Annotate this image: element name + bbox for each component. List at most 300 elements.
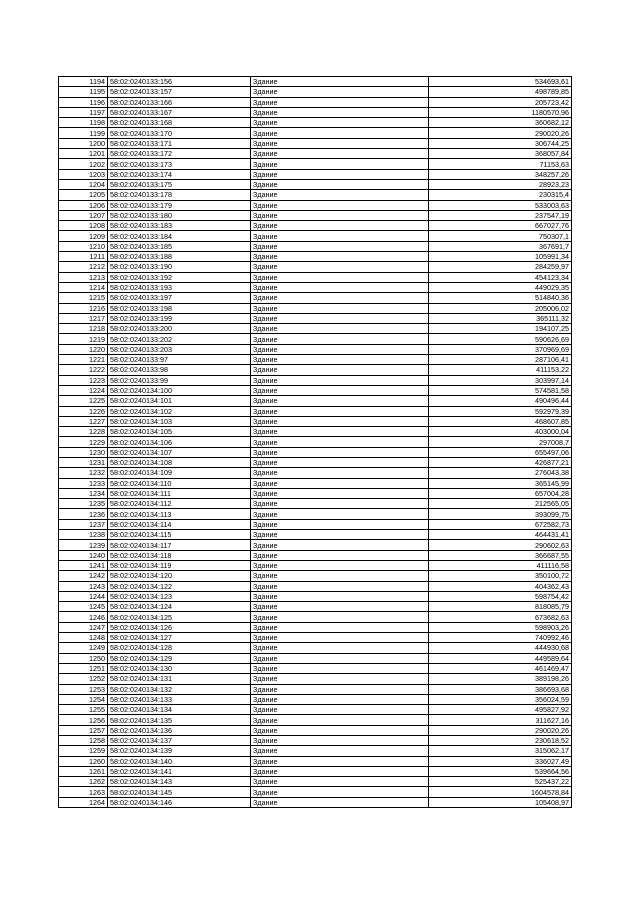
cadastral-number-cell: 58:02:0240134:132 xyxy=(108,684,251,694)
cadastral-number-cell: 58:02:0240134:145 xyxy=(108,787,251,797)
cadastral-value-cell: 367691,7 xyxy=(429,241,572,251)
cadastral-number-cell: 58:02:0240134:129 xyxy=(108,653,251,663)
object-type-cell: Здание xyxy=(251,684,429,694)
object-type-cell: Здание xyxy=(251,159,429,169)
cadastral-number-cell: 58:02:0240134:120 xyxy=(108,571,251,581)
cadastral-number-cell: 58:02:0240134:112 xyxy=(108,499,251,509)
cadastral-value-cell: 284259,97 xyxy=(429,262,572,272)
cadastral-number-cell: 58:02:0240134:128 xyxy=(108,643,251,653)
cadastral-number-cell: 58:02:0240134:141 xyxy=(108,766,251,776)
cadastral-number-cell: 58:02:0240134:114 xyxy=(108,519,251,529)
row-number-cell: 1228 xyxy=(59,427,108,437)
row-number-cell: 1233 xyxy=(59,478,108,488)
table-row xyxy=(59,231,572,241)
cadastral-number-cell: 58:02:0240133:173 xyxy=(108,159,251,169)
cadastral-value-cell: 672582,73 xyxy=(429,519,572,529)
row-number-cell: 1252 xyxy=(59,674,108,684)
cadastral-value-cell: 303997,14 xyxy=(429,375,572,385)
cadastral-value-cell: 657004,28 xyxy=(429,488,572,498)
row-number-cell: 1218 xyxy=(59,324,108,334)
table-row xyxy=(59,643,572,653)
cadastral-number-cell: 58:02:0240134:125 xyxy=(108,612,251,622)
row-number-cell: 1219 xyxy=(59,334,108,344)
cadastral-number-cell: 58:02:0240133:174 xyxy=(108,169,251,179)
cadastral-number-cell: 58:02:0240134:101 xyxy=(108,396,251,406)
table-row xyxy=(59,169,572,179)
cadastral-value-cell: 534693,61 xyxy=(429,77,572,87)
cadastral-number-cell: 58:02:0240133:157 xyxy=(108,87,251,97)
table-body xyxy=(59,77,572,808)
cadastral-number-cell: 58:02:0240134:106 xyxy=(108,437,251,447)
cadastral-value-cell: 667027,76 xyxy=(429,221,572,231)
row-number-cell: 1204 xyxy=(59,179,108,189)
object-type-cell: Здание xyxy=(251,365,429,375)
cadastral-number-cell: 58:02:0240134:146 xyxy=(108,797,251,807)
table-row xyxy=(59,633,572,643)
row-number-cell: 1243 xyxy=(59,581,108,591)
cadastral-number-cell: 58:02:0240133:178 xyxy=(108,190,251,200)
cadastral-number-cell: 58:02:0240134:102 xyxy=(108,406,251,416)
cadastral-value-cell: 366687,55 xyxy=(429,550,572,560)
table-row xyxy=(59,97,572,107)
row-number-cell: 1261 xyxy=(59,766,108,776)
cadastral-value-cell: 404362,43 xyxy=(429,581,572,591)
object-type-cell: Здание xyxy=(251,282,429,292)
object-type-cell: Здание xyxy=(251,756,429,766)
table-row xyxy=(59,797,572,807)
row-number-cell: 1247 xyxy=(59,622,108,632)
cadastral-number-cell: 58:02:0240134:118 xyxy=(108,550,251,560)
row-number-cell: 1209 xyxy=(59,231,108,241)
object-type-cell: Здание xyxy=(251,612,429,622)
table-row xyxy=(59,756,572,766)
cadastral-number-cell: 58:02:0240134:100 xyxy=(108,385,251,395)
object-type-cell: Здание xyxy=(251,766,429,776)
row-number-cell: 1248 xyxy=(59,633,108,643)
row-number-cell: 1206 xyxy=(59,200,108,210)
cadastral-number-cell: 58:02:0240134:139 xyxy=(108,746,251,756)
table-row xyxy=(59,190,572,200)
cadastral-value-cell: 393099,75 xyxy=(429,509,572,519)
cadastral-value-cell: 411153,22 xyxy=(429,365,572,375)
table-row xyxy=(59,324,572,334)
table-row xyxy=(59,149,572,159)
object-type-cell: Здание xyxy=(251,602,429,612)
row-number-cell: 1257 xyxy=(59,725,108,735)
table-row xyxy=(59,581,572,591)
row-number-cell: 1198 xyxy=(59,118,108,128)
row-number-cell: 1234 xyxy=(59,488,108,498)
cadastral-value-cell: 360682,12 xyxy=(429,118,572,128)
cadastral-value-cell: 205006,02 xyxy=(429,303,572,313)
object-type-cell: Здание xyxy=(251,705,429,715)
cadastral-value-cell: 574581,58 xyxy=(429,385,572,395)
cadastral-number-cell: 58:02:0240133:193 xyxy=(108,282,251,292)
cadastral-value-cell: 539664,56 xyxy=(429,766,572,776)
row-number-cell: 1230 xyxy=(59,447,108,457)
table-row xyxy=(59,509,572,519)
table-row xyxy=(59,519,572,529)
row-number-cell: 1223 xyxy=(59,375,108,385)
cadastral-value-cell: 386693,68 xyxy=(429,684,572,694)
table-row xyxy=(59,344,572,354)
table-row xyxy=(59,241,572,251)
table-row xyxy=(59,694,572,704)
table-row xyxy=(59,787,572,797)
object-type-cell: Здание xyxy=(251,581,429,591)
cadastral-number-cell: 58:02:0240134:136 xyxy=(108,725,251,735)
cadastral-value-cell: 290602,63 xyxy=(429,540,572,550)
table-row xyxy=(59,355,572,365)
table-row xyxy=(59,365,572,375)
row-number-cell: 1226 xyxy=(59,406,108,416)
cadastral-value-cell: 297008,7 xyxy=(429,437,572,447)
cadastral-value-cell: 315062,17 xyxy=(429,746,572,756)
cadastral-number-cell: 58:02:0240134:119 xyxy=(108,560,251,570)
object-type-cell: Здание xyxy=(251,468,429,478)
cadastral-value-cell: 655497,06 xyxy=(429,447,572,457)
row-number-cell: 1225 xyxy=(59,396,108,406)
cadastral-number-cell: 58:02:0240133:99 xyxy=(108,375,251,385)
cadastral-value-cell: 498789,85 xyxy=(429,87,572,97)
cadastral-value-cell: 230315,4 xyxy=(429,190,572,200)
cadastral-number-cell: 58:02:0240133:192 xyxy=(108,272,251,282)
row-number-cell: 1210 xyxy=(59,241,108,251)
cadastral-value-cell: 461469,47 xyxy=(429,663,572,673)
table-row xyxy=(59,777,572,787)
object-type-cell: Здание xyxy=(251,241,429,251)
cadastral-value-cell: 356024,59 xyxy=(429,694,572,704)
cadastral-number-cell: 58:02:0240134:109 xyxy=(108,468,251,478)
row-number-cell: 1242 xyxy=(59,571,108,581)
row-number-cell: 1260 xyxy=(59,756,108,766)
cadastral-value-cell: 348257,26 xyxy=(429,169,572,179)
object-type-cell: Здание xyxy=(251,746,429,756)
table-row xyxy=(59,663,572,673)
object-type-cell: Здание xyxy=(251,252,429,262)
cadastral-number-cell: 58:02:0240134:110 xyxy=(108,478,251,488)
cadastral-value-cell: 454123,34 xyxy=(429,272,572,282)
cadastral-number-cell: 58:02:0240133:171 xyxy=(108,138,251,148)
object-type-cell: Здание xyxy=(251,396,429,406)
object-type-cell: Здание xyxy=(251,385,429,395)
object-type-cell: Здание xyxy=(251,210,429,220)
cadastral-number-cell: 58:02:0240133:188 xyxy=(108,252,251,262)
cadastral-number-cell: 58:02:0240133:202 xyxy=(108,334,251,344)
cadastral-value-cell: 525437,22 xyxy=(429,777,572,787)
cadastral-number-cell: 58:02:0240134:131 xyxy=(108,674,251,684)
table-row xyxy=(59,313,572,323)
row-number-cell: 1208 xyxy=(59,221,108,231)
table-row xyxy=(59,272,572,282)
cadastral-value-cell: 495827,92 xyxy=(429,705,572,715)
cadastral-value-cell: 105991,34 xyxy=(429,252,572,262)
object-type-cell: Здание xyxy=(251,797,429,807)
object-type-cell: Здание xyxy=(251,478,429,488)
cadastral-value-cell: 28923,23 xyxy=(429,179,572,189)
object-type-cell: Здание xyxy=(251,200,429,210)
object-type-cell: Здание xyxy=(251,499,429,509)
cadastral-value-cell: 230618,52 xyxy=(429,736,572,746)
cadastral-value-cell: 468607,85 xyxy=(429,416,572,426)
row-number-cell: 1194 xyxy=(59,77,108,87)
row-number-cell: 1259 xyxy=(59,746,108,756)
row-number-cell: 1199 xyxy=(59,128,108,138)
cadastral-value-cell: 290020,26 xyxy=(429,725,572,735)
object-type-cell: Здание xyxy=(251,457,429,467)
row-number-cell: 1263 xyxy=(59,787,108,797)
table-row xyxy=(59,736,572,746)
cadastral-value-cell: 514840,36 xyxy=(429,293,572,303)
cadastral-number-cell: 58:02:0240134:126 xyxy=(108,622,251,632)
row-number-cell: 1246 xyxy=(59,612,108,622)
row-number-cell: 1200 xyxy=(59,138,108,148)
table-row xyxy=(59,293,572,303)
row-number-cell: 1231 xyxy=(59,457,108,467)
cadastral-value-cell: 490496,44 xyxy=(429,396,572,406)
table-row xyxy=(59,530,572,540)
cadastral-value-cell: 426877,21 xyxy=(429,457,572,467)
cadastral-value-table xyxy=(58,76,572,808)
object-type-cell: Здание xyxy=(251,571,429,581)
object-type-cell: Здание xyxy=(251,334,429,344)
cadastral-number-cell: 58:02:0240133:183 xyxy=(108,221,251,231)
object-type-cell: Здание xyxy=(251,416,429,426)
cadastral-value-cell: 533003,63 xyxy=(429,200,572,210)
object-type-cell: Здание xyxy=(251,138,429,148)
row-number-cell: 1258 xyxy=(59,736,108,746)
object-type-cell: Здание xyxy=(251,272,429,282)
cadastral-number-cell: 58:02:0240133:166 xyxy=(108,97,251,107)
row-number-cell: 1229 xyxy=(59,437,108,447)
table-row xyxy=(59,282,572,292)
cadastral-value-cell: 592979,39 xyxy=(429,406,572,416)
object-type-cell: Здание xyxy=(251,149,429,159)
object-type-cell: Здание xyxy=(251,550,429,560)
object-type-cell: Здание xyxy=(251,437,429,447)
table-row xyxy=(59,396,572,406)
object-type-cell: Здание xyxy=(251,313,429,323)
row-number-cell: 1221 xyxy=(59,355,108,365)
table-row xyxy=(59,107,572,117)
table-row xyxy=(59,725,572,735)
cadastral-number-cell: 58:02:0240133:180 xyxy=(108,210,251,220)
cadastral-number-cell: 58:02:0240134:103 xyxy=(108,416,251,426)
cadastral-number-cell: 58:02:0240134:113 xyxy=(108,509,251,519)
object-type-cell: Здание xyxy=(251,674,429,684)
row-number-cell: 1264 xyxy=(59,797,108,807)
cadastral-number-cell: 58:02:0240133:175 xyxy=(108,179,251,189)
cadastral-number-cell: 58:02:0240134:124 xyxy=(108,602,251,612)
object-type-cell: Здание xyxy=(251,653,429,663)
table-row xyxy=(59,128,572,138)
cadastral-value-cell: 287106,41 xyxy=(429,355,572,365)
table-row xyxy=(59,488,572,498)
object-type-cell: Здание xyxy=(251,591,429,601)
object-type-cell: Здание xyxy=(251,77,429,87)
object-type-cell: Здание xyxy=(251,221,429,231)
row-number-cell: 1255 xyxy=(59,705,108,715)
cadastral-number-cell: 58:02:0240134:122 xyxy=(108,581,251,591)
cadastral-number-cell: 58:02:0240134:135 xyxy=(108,715,251,725)
row-number-cell: 1249 xyxy=(59,643,108,653)
table-row xyxy=(59,221,572,231)
table-row xyxy=(59,427,572,437)
cadastral-value-cell: 444930,68 xyxy=(429,643,572,653)
cadastral-number-cell: 58:02:0240133:185 xyxy=(108,241,251,251)
row-number-cell: 1224 xyxy=(59,385,108,395)
cadastral-value-cell: 1604578,84 xyxy=(429,787,572,797)
object-type-cell: Здание xyxy=(251,169,429,179)
cadastral-number-cell: 58:02:0240134:137 xyxy=(108,736,251,746)
cadastral-number-cell: 58:02:0240134:140 xyxy=(108,756,251,766)
object-type-cell: Здание xyxy=(251,736,429,746)
row-number-cell: 1238 xyxy=(59,530,108,540)
object-type-cell: Здание xyxy=(251,560,429,570)
object-type-cell: Здание xyxy=(251,406,429,416)
row-number-cell: 1254 xyxy=(59,694,108,704)
cadastral-number-cell: 58:02:0240134:143 xyxy=(108,777,251,787)
cadastral-value-cell: 71153,63 xyxy=(429,159,572,169)
table-row xyxy=(59,375,572,385)
row-number-cell: 1213 xyxy=(59,272,108,282)
cadastral-number-cell: 58:02:0240134:123 xyxy=(108,591,251,601)
cadastral-number-cell: 58:02:0240133:170 xyxy=(108,128,251,138)
cadastral-number-cell: 58:02:0240134:108 xyxy=(108,457,251,467)
cadastral-number-cell: 58:02:0240133:199 xyxy=(108,313,251,323)
object-type-cell: Здание xyxy=(251,488,429,498)
row-number-cell: 1196 xyxy=(59,97,108,107)
row-number-cell: 1222 xyxy=(59,365,108,375)
object-type-cell: Здание xyxy=(251,293,429,303)
table-row xyxy=(59,478,572,488)
cadastral-number-cell: 58:02:0240133:198 xyxy=(108,303,251,313)
table-row xyxy=(59,262,572,272)
object-type-cell: Здание xyxy=(251,231,429,241)
cadastral-number-cell: 58:02:0240134:133 xyxy=(108,694,251,704)
table-row xyxy=(59,571,572,581)
cadastral-number-cell: 58:02:0240133:179 xyxy=(108,200,251,210)
object-type-cell: Здание xyxy=(251,97,429,107)
cadastral-number-cell: 58:02:0240133:200 xyxy=(108,324,251,334)
row-number-cell: 1220 xyxy=(59,344,108,354)
cadastral-value-cell: 212565,05 xyxy=(429,499,572,509)
cadastral-number-cell: 58:02:0240133:156 xyxy=(108,77,251,87)
object-type-cell: Здание xyxy=(251,128,429,138)
table-row xyxy=(59,746,572,756)
object-type-cell: Здание xyxy=(251,663,429,673)
object-type-cell: Здание xyxy=(251,519,429,529)
cadastral-value-cell: 598754,42 xyxy=(429,591,572,601)
cadastral-number-cell: 58:02:0240133:190 xyxy=(108,262,251,272)
row-number-cell: 1214 xyxy=(59,282,108,292)
cadastral-value-cell: 740992,46 xyxy=(429,633,572,643)
cadastral-value-cell: 350100,72 xyxy=(429,571,572,581)
row-number-cell: 1195 xyxy=(59,87,108,97)
object-type-cell: Здание xyxy=(251,643,429,653)
row-number-cell: 1236 xyxy=(59,509,108,519)
table-row xyxy=(59,715,572,725)
table-row xyxy=(59,674,572,684)
object-type-cell: Здание xyxy=(251,633,429,643)
object-type-cell: Здание xyxy=(251,87,429,97)
row-number-cell: 1216 xyxy=(59,303,108,313)
cadastral-number-cell: 58:02:0240134:130 xyxy=(108,663,251,673)
row-number-cell: 1235 xyxy=(59,499,108,509)
object-type-cell: Здание xyxy=(251,179,429,189)
row-number-cell: 1211 xyxy=(59,252,108,262)
cadastral-value-cell: 276043,38 xyxy=(429,468,572,478)
table-row xyxy=(59,118,572,128)
table-row xyxy=(59,303,572,313)
table-row xyxy=(59,602,572,612)
row-number-cell: 1250 xyxy=(59,653,108,663)
table-row xyxy=(59,437,572,447)
cadastral-value-cell: 464431,41 xyxy=(429,530,572,540)
table-row xyxy=(59,591,572,601)
cadastral-value-cell: 1180570,96 xyxy=(429,107,572,117)
table-row xyxy=(59,550,572,560)
object-type-cell: Здание xyxy=(251,509,429,519)
table-row xyxy=(59,622,572,632)
row-number-cell: 1217 xyxy=(59,313,108,323)
table-row xyxy=(59,159,572,169)
cadastral-number-cell: 58:02:0240133:167 xyxy=(108,107,251,117)
cadastral-number-cell: 58:02:0240133:203 xyxy=(108,344,251,354)
object-type-cell: Здание xyxy=(251,787,429,797)
cadastral-value-cell: 194107,25 xyxy=(429,324,572,334)
table-row xyxy=(59,334,572,344)
table-row xyxy=(59,252,572,262)
table-row xyxy=(59,653,572,663)
object-type-cell: Здание xyxy=(251,344,429,354)
cadastral-value-cell: 365111,32 xyxy=(429,313,572,323)
table-row xyxy=(59,416,572,426)
table-row xyxy=(59,499,572,509)
cadastral-value-cell: 389198,26 xyxy=(429,674,572,684)
row-number-cell: 1207 xyxy=(59,210,108,220)
row-number-cell: 1239 xyxy=(59,540,108,550)
object-type-cell: Здание xyxy=(251,375,429,385)
table-row xyxy=(59,179,572,189)
cadastral-value-cell: 205723,42 xyxy=(429,97,572,107)
table-row xyxy=(59,406,572,416)
cadastral-value-cell: 449029,35 xyxy=(429,282,572,292)
object-type-cell: Здание xyxy=(251,262,429,272)
table-row xyxy=(59,560,572,570)
cadastral-value-cell: 368057,84 xyxy=(429,149,572,159)
object-type-cell: Здание xyxy=(251,694,429,704)
row-number-cell: 1262 xyxy=(59,777,108,787)
table-row xyxy=(59,468,572,478)
table-row xyxy=(59,612,572,622)
object-type-cell: Здание xyxy=(251,622,429,632)
cadastral-number-cell: 58:02:0240134:105 xyxy=(108,427,251,437)
cadastral-value-cell: 411116,58 xyxy=(429,560,572,570)
row-number-cell: 1240 xyxy=(59,550,108,560)
object-type-cell: Здание xyxy=(251,427,429,437)
cadastral-value-cell: 818085,79 xyxy=(429,602,572,612)
object-type-cell: Здание xyxy=(251,107,429,117)
cadastral-number-cell: 58:02:0240134:117 xyxy=(108,540,251,550)
cadastral-value-cell: 336027,49 xyxy=(429,756,572,766)
cadastral-number-cell: 58:02:0240133:184 xyxy=(108,231,251,241)
object-type-cell: Здание xyxy=(251,447,429,457)
row-number-cell: 1256 xyxy=(59,715,108,725)
table-row xyxy=(59,766,572,776)
row-number-cell: 1251 xyxy=(59,663,108,673)
row-number-cell: 1197 xyxy=(59,107,108,117)
